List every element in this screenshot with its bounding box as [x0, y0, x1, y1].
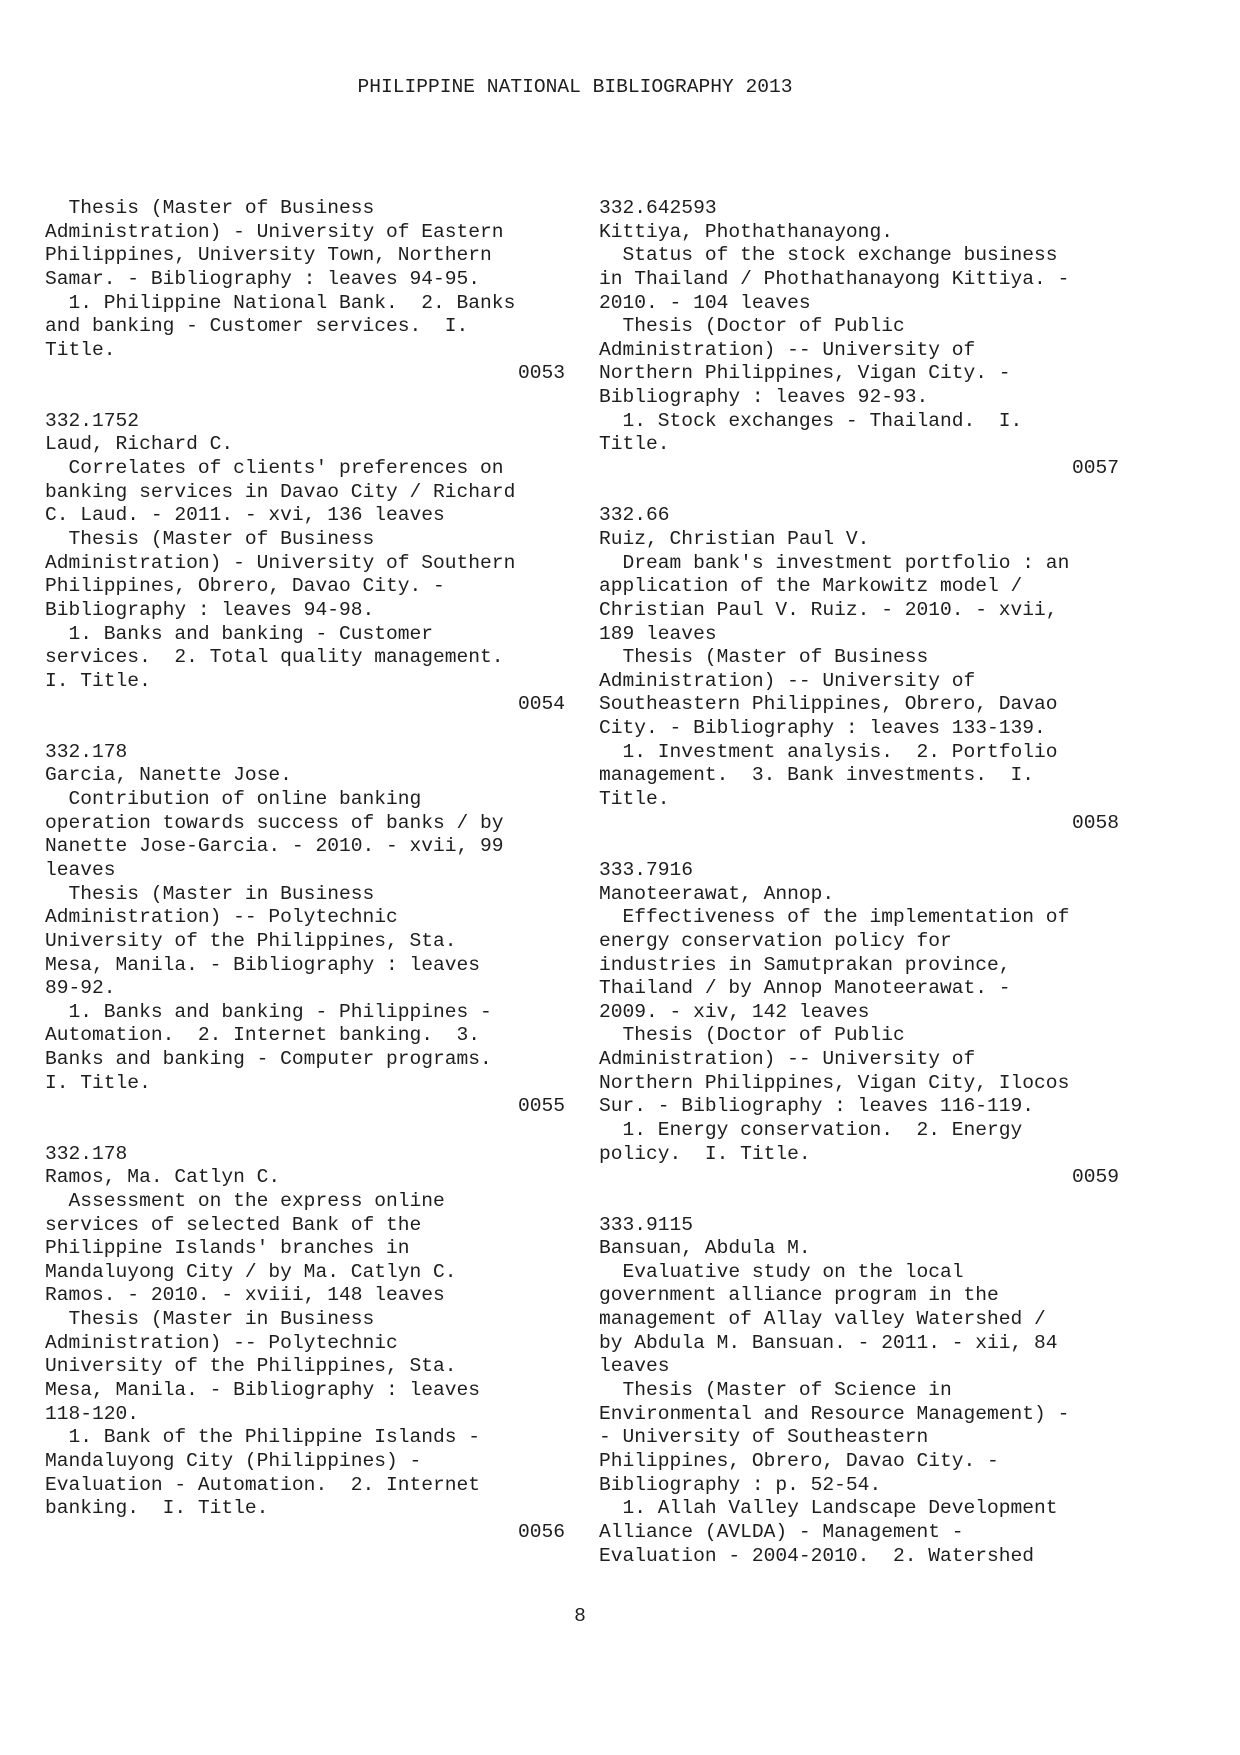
entry-line: Assessment on the express online — [45, 1189, 445, 1212]
entry-line: Evaluation - Automation. 2. Internet — [45, 1473, 481, 1496]
entry-line: 333.9115 — [599, 1213, 694, 1236]
entry-spacer — [599, 1190, 1119, 1214]
entry-line: Effectiveness of the implementation of — [599, 906, 1070, 929]
entry-line: Contribution of online banking — [45, 788, 422, 811]
entry-line: 1. Investment analysis. 2. Portfolio — [599, 740, 1058, 763]
entry-line: 1. Energy conservation. 2. Energy — [599, 1118, 1023, 1141]
entry-line: leaves — [45, 858, 116, 881]
entry-line: Environmental and Resource Management) - — [599, 1402, 1070, 1425]
entry-line: Title. — [599, 433, 670, 456]
control-number: 0054 — [517, 693, 565, 716]
bibliography-entry — [599, 197, 1119, 481]
entry-line: Philippines, Obrero, Davao City. - — [599, 1449, 999, 1472]
entry-line: I. Title. — [45, 1071, 151, 1094]
entry-line: Philippine Islands' branches in — [45, 1237, 410, 1260]
entry-line: Thesis (Doctor of Public — [599, 315, 905, 338]
bibliography-entry — [45, 197, 565, 386]
entry-line: Evaluation - 2004-2010. 2. Watershed — [599, 1544, 1035, 1567]
entry-line: Administration) - University of Eastern — [45, 220, 504, 243]
entry-line: services. 2. Total quality management. — [45, 646, 504, 669]
entry-line: 333.7916 — [599, 858, 694, 881]
entry-line: 332.178 — [45, 740, 128, 763]
control-number: 0057 — [1071, 457, 1119, 480]
entry-line: in Thailand / Phothathanayong Kittiya. - — [599, 267, 1070, 290]
entry-line: 1. Philippine National Bank. 2. Banks — [45, 291, 516, 314]
entry-line: Bibliography : leaves 92-93. — [599, 386, 929, 409]
entry-line: 1. Banks and banking - Philippines - — [45, 1000, 492, 1023]
entry-line: Mesa, Manila. - Bibliography : leaves — [45, 1379, 481, 1402]
entry-line: Southeastern Philippines, Obrero, Davao — [599, 693, 1058, 716]
entry-line: University of the Philippines, Sta. — [45, 929, 457, 952]
entry-line: banking services in Davao City / Richard — [45, 480, 516, 503]
entry-line: Administration) -- University of — [599, 1048, 976, 1071]
entry-line: Laud, Richard C. — [45, 433, 234, 456]
entry-line: Ramos. - 2010. - xviii, 148 leaves — [45, 1284, 445, 1307]
entry-line: Ruiz, Christian Paul V. — [599, 527, 870, 550]
entry-line: Garcia, Nanette Jose. — [45, 764, 292, 787]
bibliography-entry — [599, 859, 1119, 1190]
entry-line: Bansuan, Abdula M. — [599, 1237, 811, 1260]
entry-line: Automation. 2. Internet banking. 3. — [45, 1024, 481, 1047]
entry-line: Thesis (Master in Business — [45, 1308, 375, 1331]
entry-spacer — [45, 386, 565, 410]
entry-line: Thesis (Master in Business — [45, 882, 375, 905]
entry-line: Correlates of clients' preferences on — [45, 457, 504, 480]
entry-line: and banking - Customer services. I. — [45, 315, 469, 338]
control-number: 0053 — [517, 362, 565, 385]
bibliography-entry — [45, 741, 565, 1119]
entry-line: - University of Southeastern — [599, 1426, 929, 1449]
bibliography-entry — [599, 504, 1119, 835]
entry-line: application of the Markowitz model / — [599, 575, 1023, 598]
entry-line: services of selected Bank of the — [45, 1213, 422, 1236]
entry-line: I. Title. — [45, 669, 151, 692]
entry-line: 118-120. — [45, 1402, 140, 1425]
control-number: 0056 — [517, 1520, 565, 1543]
entry-line: Mesa, Manila. - Bibliography : leaves — [45, 953, 481, 976]
entry-line: banking. I. Title. — [45, 1497, 269, 1520]
entry-line: Thesis (Master of Business — [45, 527, 375, 550]
entry-line: leaves — [599, 1355, 670, 1378]
entry-line: University of the Philippines, Sta. — [45, 1355, 457, 1378]
entry-line: industries in Samutprakan province, — [599, 953, 1011, 976]
entry-line: 1. Stock exchanges - Thailand. I. — [599, 409, 1023, 432]
entry-line: Sur. - Bibliography : leaves 116-119. — [599, 1095, 1035, 1118]
bibliography-entry — [45, 410, 565, 717]
entry-line: Banks and banking - Computer programs. — [45, 1048, 492, 1071]
control-number: 0059 — [1071, 1166, 1119, 1189]
entry-line: Christian Paul V. Ruiz. - 2010. - xvii, — [599, 598, 1058, 621]
entry-line: Evaluative study on the local — [599, 1260, 964, 1283]
control-number: 0058 — [1071, 811, 1119, 834]
entry-line: management. 3. Bank investments. I. — [599, 764, 1035, 787]
entry-line: Northern Philippines, Vigan City. - — [599, 362, 1011, 385]
entry-line: Philippines, Obrero, Davao City. - — [45, 575, 445, 598]
entry-line: Thesis (Master of Business — [599, 646, 929, 669]
entry-line: 2010. - 104 leaves — [599, 291, 811, 314]
entry-spacer — [45, 717, 565, 741]
entry-line: Dream bank's investment portfolio : an — [599, 551, 1070, 574]
entry-line: Nanette Jose-Garcia. - 2010. - xvii, 99 — [45, 835, 504, 858]
entry-line: Administration) -- University of — [599, 338, 976, 361]
entry-line: 1. Banks and banking - Customer — [45, 622, 434, 645]
page-title: PHILIPPINE NATIONAL BIBLIOGRAPHY 2013 — [357, 76, 793, 98]
entry-line: operation towards success of banks / by — [45, 811, 504, 834]
entry-line: Thesis (Master of Business — [45, 197, 375, 219]
entry-line: Title. — [45, 338, 116, 361]
entry-line: Title. — [599, 788, 670, 811]
entry-line: 332.642593 — [599, 197, 717, 219]
entry-line: 189 leaves — [599, 622, 717, 645]
entry-line: 89-92. — [45, 977, 116, 1000]
bibliography-entry — [45, 1143, 565, 1545]
entry-line: 1. Bank of the Philippine Islands - — [45, 1426, 481, 1449]
entry-line: Samar. - Bibliography : leaves 94-95. — [45, 267, 481, 290]
entry-line: Bibliography : leaves 94-98. — [45, 598, 375, 621]
entry-line: 332.178 — [45, 1142, 128, 1165]
entry-line: Thailand / by Annop Manoteerawat. - — [599, 977, 1011, 1000]
entry-line: Administration) - University of Southern — [45, 551, 516, 574]
control-number: 0055 — [517, 1095, 565, 1118]
entry-line: Status of the stock exchange business — [599, 244, 1058, 267]
left-column — [45, 197, 565, 1545]
entry-line: Thesis (Master of Science in — [599, 1379, 952, 1402]
entry-line: Ramos, Ma. Catlyn C. — [45, 1166, 281, 1189]
entry-line: government alliance program in the — [599, 1284, 999, 1307]
page-number: 8 — [574, 1605, 586, 1627]
entry-line: 2009. - xiv, 142 leaves — [599, 1000, 870, 1023]
entry-line: Kittiya, Phothathanayong. — [599, 220, 893, 243]
entry-line: management of Allay valley Watershed / — [599, 1308, 1046, 1331]
entry-line: Northern Philippines, Vigan City, Ilocos — [599, 1071, 1070, 1094]
entry-line: policy. I. Title. — [599, 1142, 811, 1165]
entry-line: by Abdula M. Bansuan. - 2011. - xii, 84 — [599, 1331, 1058, 1354]
entry-line: energy conservation policy for — [599, 929, 952, 952]
entry-line: Philippines, University Town, Northern — [45, 244, 492, 267]
entry-line: 1. Allah Valley Landscape Development — [599, 1497, 1058, 1520]
entry-line: Administration) -- Polytechnic — [45, 906, 398, 929]
bibliography-entry — [599, 1214, 1119, 1569]
entry-line: Administration) -- Polytechnic — [45, 1331, 398, 1354]
entry-spacer — [599, 835, 1119, 859]
entry-spacer — [45, 1119, 565, 1143]
entry-line: 332.66 — [599, 504, 670, 527]
entry-line: Manoteerawat, Annop. — [599, 882, 835, 905]
entry-line: C. Laud. - 2011. - xvi, 136 leaves — [45, 504, 445, 527]
entry-line: City. - Bibliography : leaves 133-139. — [599, 717, 1046, 740]
entry-line: Mandaluyong City / by Ma. Catlyn C. — [45, 1260, 457, 1283]
entry-line: Administration) -- University of — [599, 669, 976, 692]
entry-line: Alliance (AVLDA) - Management - — [599, 1520, 964, 1543]
right-column — [599, 197, 1119, 1568]
entry-line: Bibliography : p. 52-54. — [599, 1473, 882, 1496]
entry-line: Mandaluyong City (Philippines) - — [45, 1449, 422, 1472]
entry-line: Thesis (Doctor of Public — [599, 1024, 905, 1047]
entry-line: 332.1752 — [45, 409, 140, 432]
entry-spacer — [599, 481, 1119, 505]
